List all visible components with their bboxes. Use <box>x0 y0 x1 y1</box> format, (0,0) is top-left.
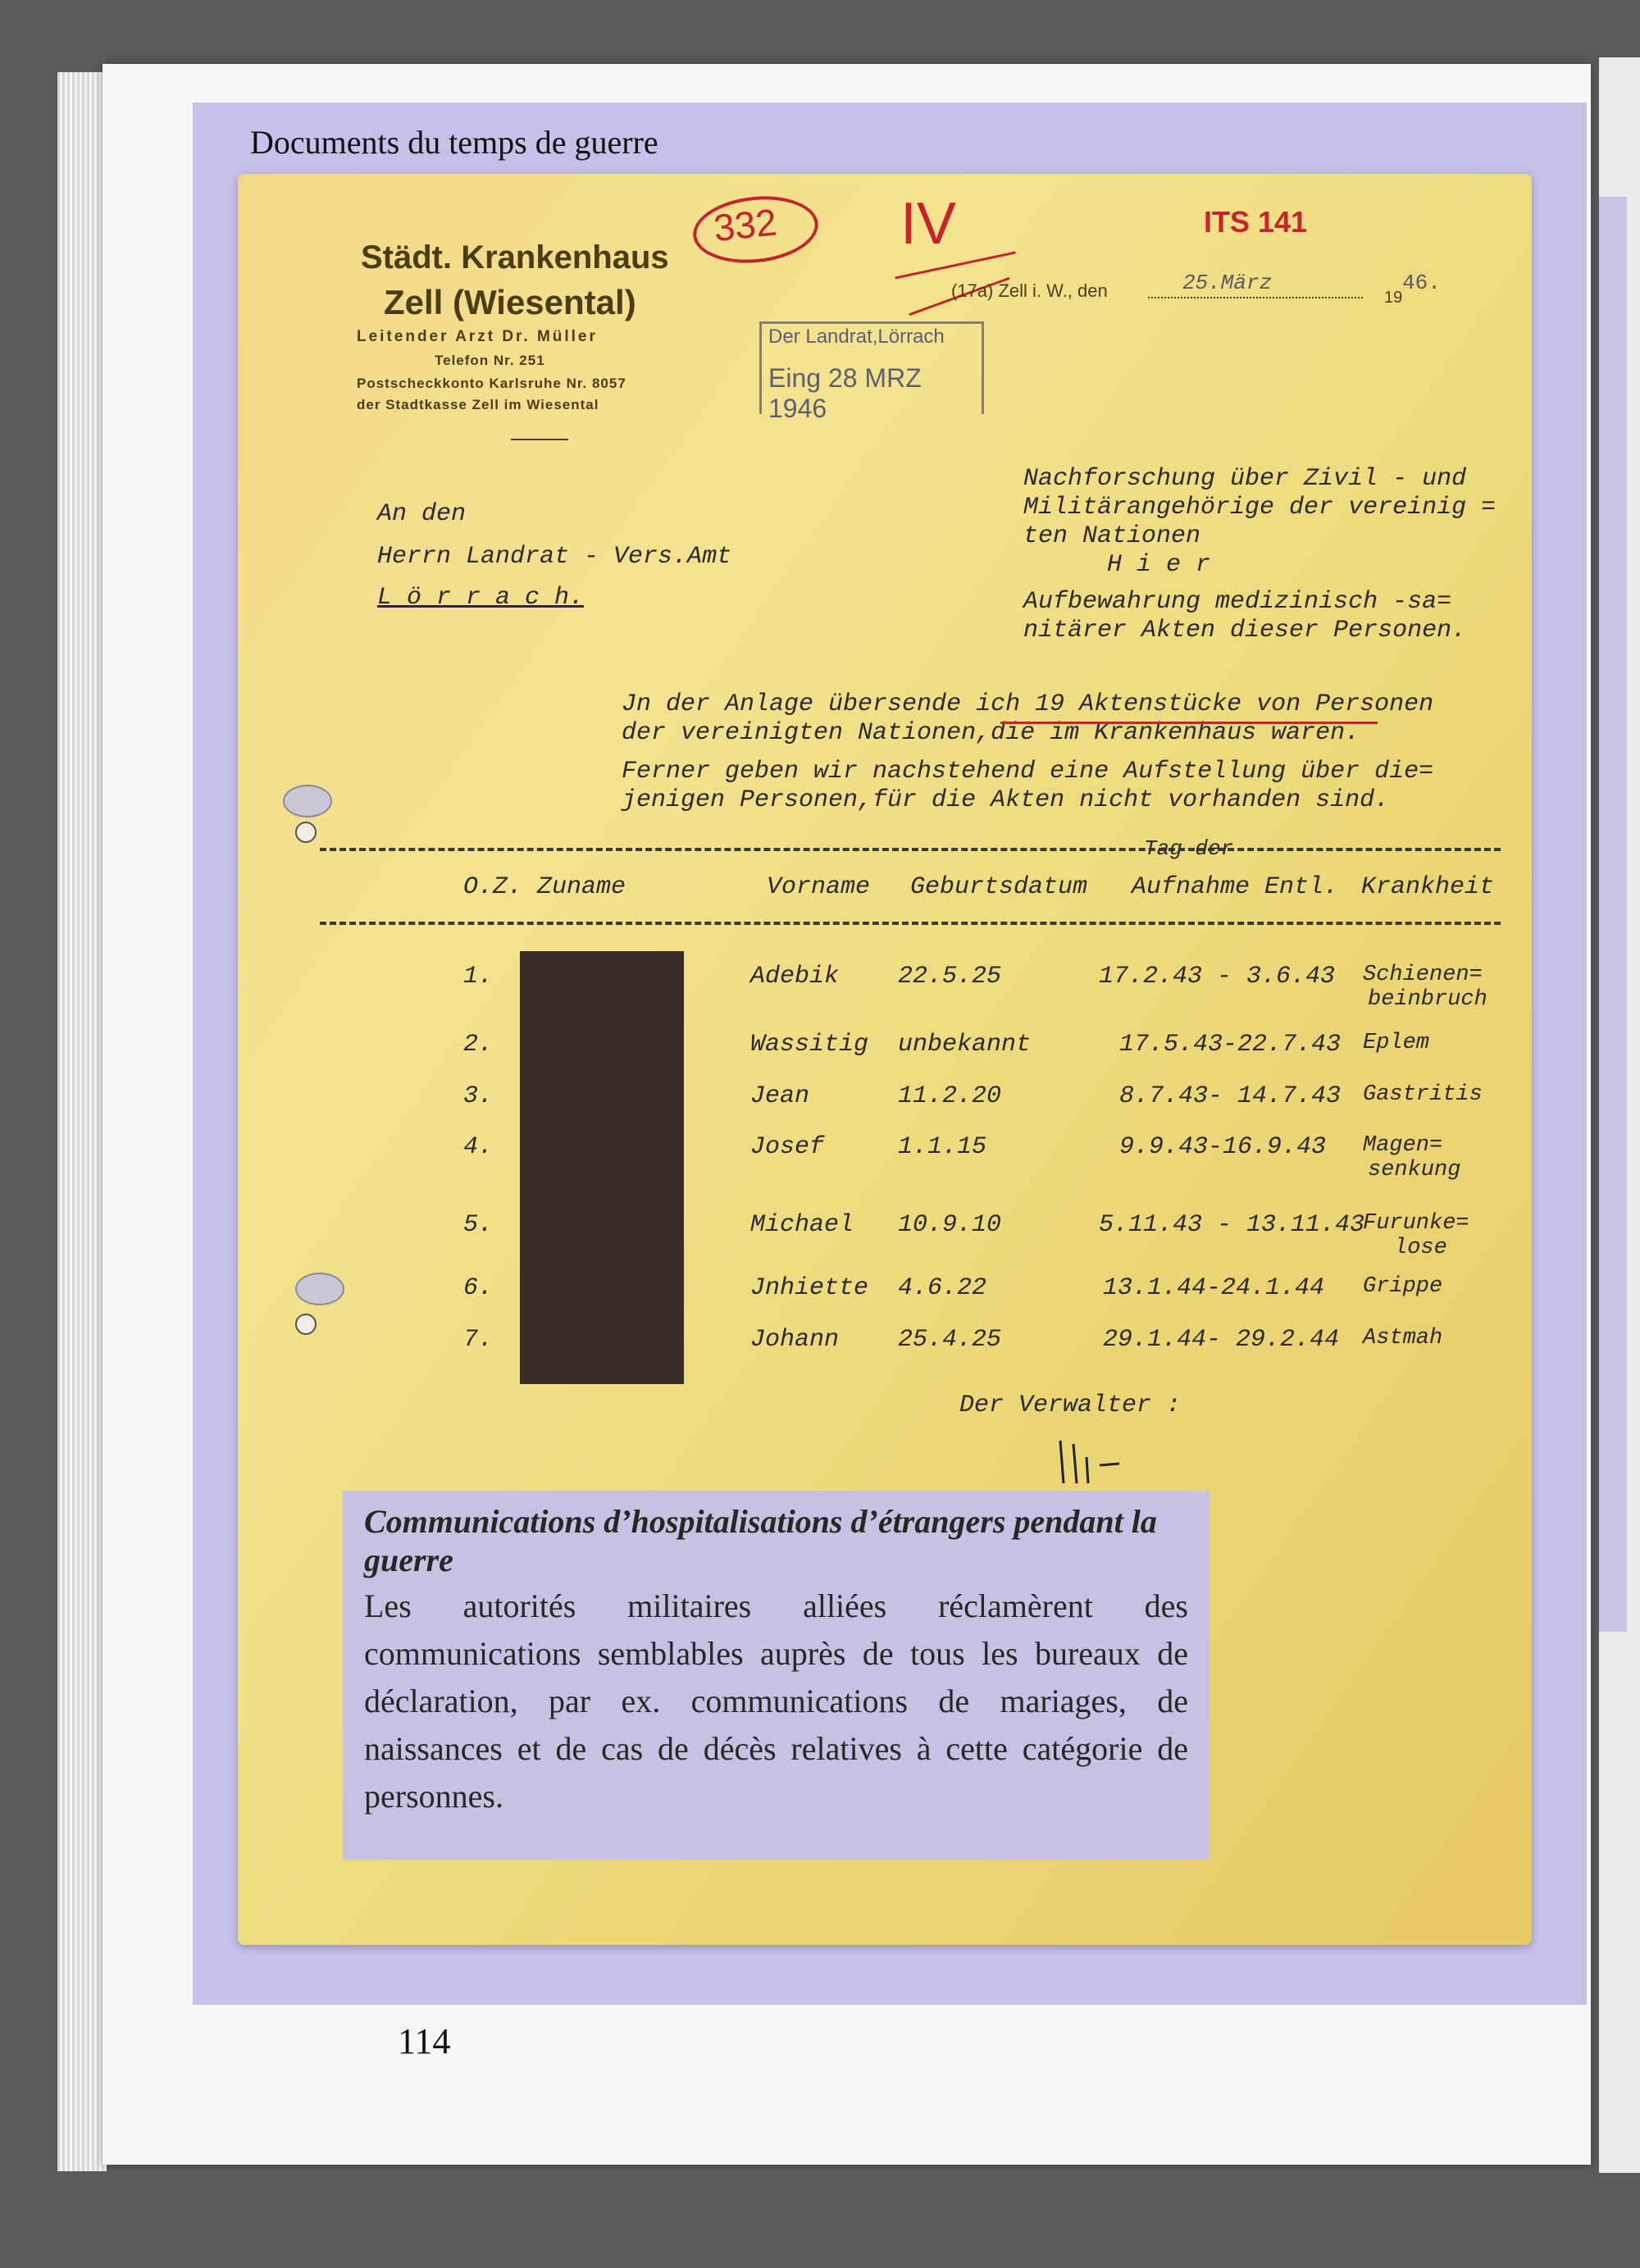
body-p1-line-1: Jn der Anlage übersende ich 19 Aktenstücke von Personen <box>622 690 1434 718</box>
th-krankheit: Krankheit <box>1361 873 1495 901</box>
row-aufnahme: 8.7.43- 14.7.43 <box>1119 1082 1342 1110</box>
row-krankheit: Magen= <box>1363 1133 1443 1158</box>
letterhead-account-2: der Stadtkasse Zell im Wiesental <box>357 397 599 412</box>
row-aufnahme: 5.11.43 - 13.11.43 <box>1099 1211 1365 1239</box>
dateline-prefix: (17a) Zell i. W., den <box>951 280 1108 301</box>
recipient-city: L ö r r a c h. <box>377 584 585 612</box>
caption-body: Les autorités militaires alliées réclamèrent des communications semblables auprès de tous les bureaux de déclaration, par ex. communications de mariages, de naissances et de cas de décès relatives à cette catégorie de personnes. <box>364 1587 1188 1815</box>
table-rule-bottom <box>320 922 1501 925</box>
row-oz: 1. <box>463 963 494 991</box>
subject-line-5: Aufbewahrung medizinisch -sa= <box>1023 588 1452 616</box>
row-vorname: Johann <box>750 1326 840 1354</box>
caption-box <box>343 1491 1210 1860</box>
body-p2-line-2: jenigen Personen,für die Akten nicht vorhanden sind. <box>622 786 1390 814</box>
row-oz: 5. <box>463 1211 494 1239</box>
punch-hole-small <box>295 822 317 843</box>
redaction-bar <box>520 951 684 1384</box>
letterhead-phone: Telefon Nr. 251 <box>435 353 545 368</box>
red-underline <box>1000 722 1378 724</box>
recipient-line-2: Herrn Landrat - Vers.Amt <box>377 543 732 571</box>
row-vorname: Jnhiette <box>750 1274 869 1302</box>
subject-line-2: Militärangehörige der vereinig = <box>1023 494 1496 521</box>
row-vorname: Josef <box>750 1133 825 1161</box>
row-krankheit-2: lose <box>1394 1236 1447 1260</box>
th-oz-zuname: O.Z. Zuname <box>463 873 626 901</box>
body-p1-line-2: der vereinigten Nationen,die im Krankenhaus waren. <box>622 719 1360 747</box>
row-geburt: 4.6.22 <box>898 1274 987 1302</box>
punch-hole-top <box>283 785 332 817</box>
subject-line-3: ten Nationen <box>1023 522 1201 550</box>
row-oz: 4. <box>463 1133 494 1161</box>
body-p2-line-1: Ferner geben wir nachstehend eine Aufstellung über die= <box>622 758 1434 786</box>
signature-mark <box>1054 1432 1128 1490</box>
letterhead-name: Städt. Krankenhaus <box>361 239 669 276</box>
row-geburt: 10.9.10 <box>898 1211 1002 1239</box>
stamp-office: Der Landrat,Lörrach <box>768 326 945 348</box>
facing-page-strip <box>1599 197 1627 1632</box>
roman-numeral-mark: IV <box>900 191 957 257</box>
row-vorname: Michael <box>750 1211 854 1239</box>
dateline-rule <box>1148 297 1363 298</box>
row-geburt: unbekannt <box>898 1031 1032 1059</box>
dateline-year: 46. <box>1402 271 1441 295</box>
row-aufnahme: 13.1.44-24.1.44 <box>1103 1274 1325 1302</box>
row-vorname: Wassitig <box>750 1031 869 1059</box>
th-vorname: Vorname <box>767 873 871 901</box>
stamp-date: Eing 28 MRZ 1946 <box>768 363 922 423</box>
table-rule-top <box>320 848 1501 851</box>
punch-hole-bottom <box>295 1273 344 1305</box>
row-oz: 6. <box>463 1274 494 1302</box>
recipient-line-1: An den <box>377 500 467 528</box>
row-vorname: Jean <box>750 1082 810 1110</box>
row-geburt: 25.4.25 <box>898 1326 1002 1354</box>
subject-line-6: nitärer Akten dieser Personen. <box>1023 617 1467 644</box>
row-oz: 3. <box>463 1082 494 1110</box>
book-page-edge <box>57 72 107 2171</box>
row-krankheit: Gastritis <box>1363 1082 1483 1107</box>
page-number: 114 <box>398 2021 451 2061</box>
row-krankheit: Schienen= <box>1363 963 1483 987</box>
row-oz: 7. <box>463 1326 494 1354</box>
row-krankheit: Astmah <box>1363 1326 1443 1350</box>
row-krankheit-2: beinbruch <box>1368 987 1487 1012</box>
dateline-year-prefix: 19 <box>1384 289 1403 307</box>
letterhead-account: Postscheckkonto Karlsruhe Nr. 8057 <box>357 376 626 391</box>
th-aufnahme-entl: Aufnahme Entl. <box>1132 873 1339 901</box>
received-stamp <box>759 321 984 423</box>
row-geburt: 22.5.25 <box>898 963 1002 991</box>
row-oz: 2. <box>463 1031 494 1059</box>
row-geburt: 1.1.15 <box>898 1133 987 1161</box>
letterhead-rule <box>511 439 568 440</box>
row-krankheit: Eplem <box>1363 1031 1430 1055</box>
row-aufnahme: 17.5.43-22.7.43 <box>1119 1031 1342 1059</box>
row-aufnahme: 17.2.43 - 3.6.43 <box>1099 963 1336 991</box>
row-krankheit: Grippe <box>1363 1274 1443 1299</box>
table-header-top: Tag der <box>1144 836 1234 861</box>
row-aufnahme: 29.1.44- 29.2.44 <box>1103 1326 1340 1354</box>
its-stamp: ITS 141 <box>1204 205 1308 239</box>
subject-line-1: Nachforschung über Zivil - und <box>1023 465 1467 493</box>
th-geburtsdatum: Geburtsdatum <box>910 873 1088 901</box>
row-krankheit: Furunke= <box>1363 1211 1469 1236</box>
letterhead-doctor: Leitender Arzt Dr. Müller <box>357 328 598 345</box>
row-aufnahme: 9.9.43-16.9.43 <box>1119 1133 1327 1161</box>
facing-page <box>1599 57 1640 2173</box>
caption-title: Communications d’hospitalisations d’étrangers pendant la guerre <box>364 1503 1157 1579</box>
subject-line-4: H i e r <box>1107 551 1211 579</box>
closing-signoff: Der Verwalter : <box>959 1391 1182 1419</box>
punch-hole-small-2 <box>295 1314 317 1335</box>
circled-file-number: 332 <box>690 190 822 269</box>
dateline-date: 25.März <box>1182 271 1273 295</box>
row-krankheit-2: senkung <box>1368 1158 1461 1182</box>
letterhead-place: Zell (Wiesental) <box>384 283 636 321</box>
row-geburt: 11.2.20 <box>898 1082 1002 1110</box>
running-header: Documents du temps de guerre <box>250 124 658 161</box>
row-vorname: Adebik <box>750 963 840 991</box>
